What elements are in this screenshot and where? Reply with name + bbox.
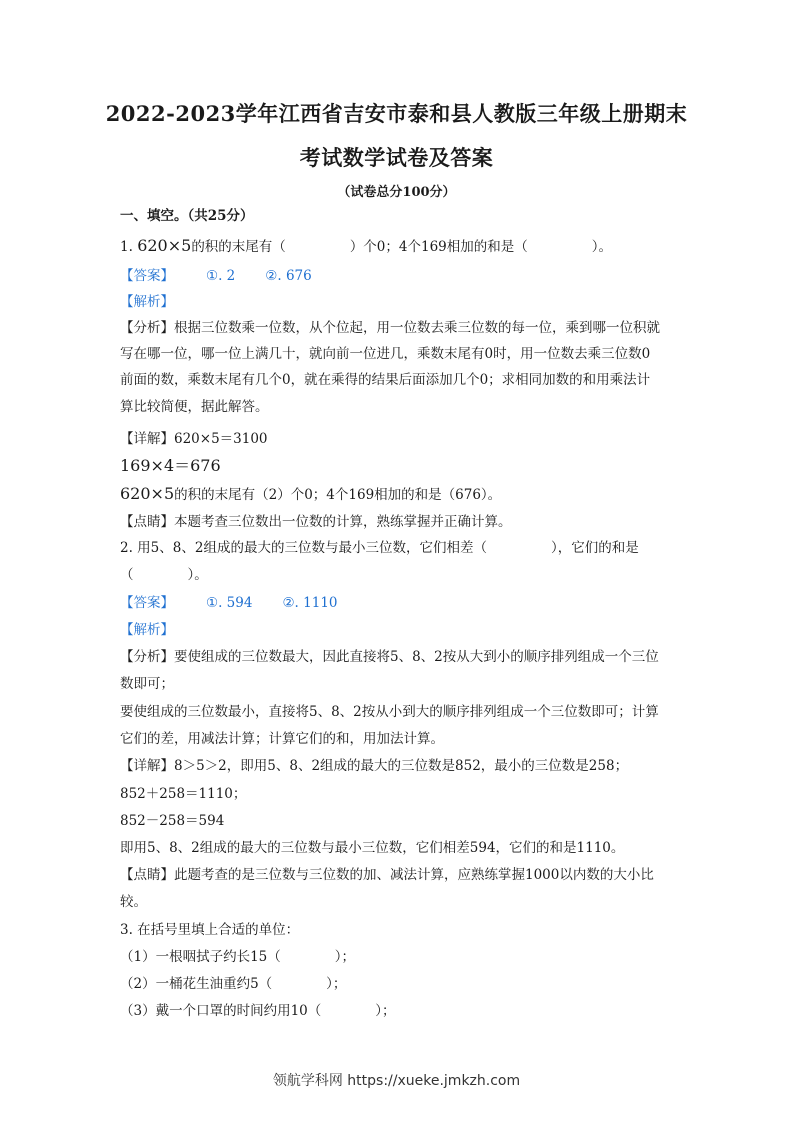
question-2 — [120, 538, 680, 558]
expression: 620×5 — [137, 236, 192, 255]
section-heading: 一、填空。（共25分） — [120, 208, 254, 224]
answer-value: ②. 1110 — [282, 595, 338, 611]
doc-title-line2: 考试数学试卷及答案 — [299, 145, 494, 170]
detail-text: 【详解】620×5＝3100 — [120, 431, 268, 447]
question-text: ）个0；4个169相加的和是（ — [349, 239, 528, 255]
question-text: ），它们的和是 — [550, 540, 639, 556]
detail-text — [120, 484, 680, 505]
answer-line — [120, 266, 680, 286]
detail-text: 即用5、8、2组成的最大的三位数与最小三位数，它们相差594，它们的和是1110。 — [120, 840, 625, 856]
detail-text: 的积的末尾有（2）个0；4个169相加的和是（676）。 — [174, 487, 502, 503]
question-text: （ ）。 — [120, 567, 208, 583]
question-item: （3）戴一个口罩的时间约用10（ ）； — [120, 1003, 396, 1019]
analysis-text: 它们的差，用减法计算；计算它们的和，用加法计算。 — [120, 731, 444, 747]
question-number: 1. — [120, 239, 133, 255]
point-text: 较。 — [120, 894, 147, 910]
answer-tag: 【答案】 — [120, 595, 174, 611]
answer-value: ①. 594 — [206, 595, 253, 611]
question-3: 3. 在括号里填上合适的单位： — [120, 922, 300, 938]
answer-value: ②. 676 — [265, 268, 312, 284]
detail-text: 【详解】8＞5＞2，即用5、8、2组成的最大的三位数是852，最小的三位数是258； — [120, 758, 629, 774]
analysis-tag: 【解析】 — [120, 294, 174, 310]
total-score: （试卷总分100分） — [337, 185, 456, 200]
detail-equation: 169×4＝676 — [120, 456, 221, 475]
analysis-text: 数即可； — [120, 676, 174, 692]
analysis-tag: 【解析】 — [120, 622, 174, 638]
point-text: 【点睛】此题考查的是三位数与三位数的加、减法计算，应熟练掌握1000以内数的大小比 — [120, 867, 654, 883]
question-item: （1）一根咽拭子约长15（ ）； — [120, 949, 356, 965]
question-1 — [120, 236, 680, 257]
question-item: （2）一桶花生油重约5（ ）； — [120, 976, 347, 992]
analysis-text: 要使组成的三位数最小，直接将5、8、2按从小到大的顺序排列组成一个三位数即可；计算 — [120, 704, 659, 720]
answer-line — [120, 593, 680, 613]
answer-value: ①. 2 — [206, 268, 236, 284]
analysis-text: 前面的数，乘数末尾有几个0，就在乘得的结果后面添加几个0；求相同加数的和用乘法计 — [120, 372, 651, 388]
expression: 620×5 — [120, 484, 175, 503]
doc-title-line1: 2022-2023学年江西省吉安市泰和县人教版三年级上册期末 — [105, 101, 688, 126]
analysis-text: 算比较简便，据此解答。 — [120, 399, 269, 415]
answer-tag: 【答案】 — [120, 268, 174, 284]
footer-watermark: 领航学科网 https://xueke.jmkzh.com — [272, 1073, 521, 1089]
detail-equation: 852－258＝594 — [120, 813, 225, 829]
detail-equation: 852＋258＝1110； — [120, 786, 247, 802]
question-text: ）。 — [591, 239, 613, 255]
analysis-text: 写在哪一位，哪一位上满几十，就向前一位进几，乘数末尾有0时，用一位数去乘三位数0 — [120, 346, 651, 362]
point-text: 【点睛】本题考查三位数出一位数的计算，熟练掌握并正确计算。 — [120, 514, 512, 530]
question-text: 的积的末尾有（ — [191, 239, 286, 255]
analysis-text: 【分析】要使组成的三位数最大，因此直接将5、8、2按从大到小的顺序排列组成一个三位 — [120, 649, 659, 665]
analysis-text: 【分析】根据三位数乘一位数，从个位起，用一位数去乘三位数的每一位，乘到哪一位积就 — [120, 320, 660, 336]
question-text: 2. 用5、8、2组成的最大的三位数与最小三位数，它们相差（ — [120, 540, 487, 556]
